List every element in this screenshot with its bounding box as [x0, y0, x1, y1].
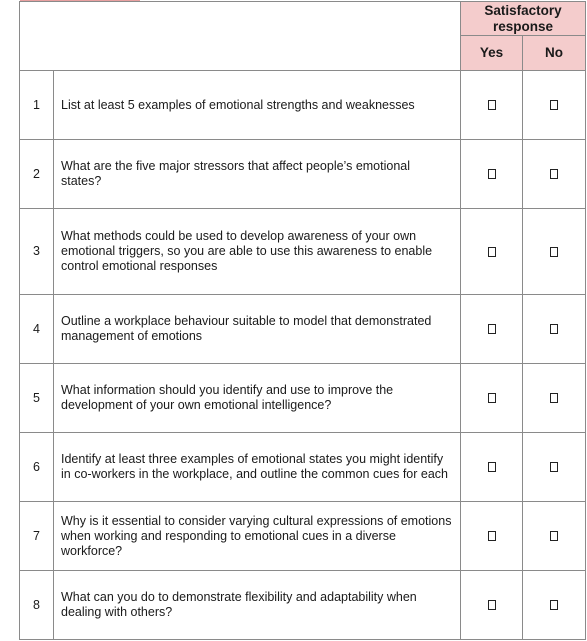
table-row: [20, 71, 586, 140]
question-text: Why is it essential to consider varying cultural expressions of emotions when working and responding to emotional cues in a diverse workforce?: [54, 502, 461, 571]
question-text: Outline a workplace behaviour suitable to model that demonstrated management of emotions: [54, 295, 461, 364]
no-cell: [523, 364, 586, 433]
no-checkbox[interactable]: [550, 324, 558, 334]
question-text: What are the five major stressors that affect people’s emotional states?: [54, 140, 461, 209]
table-row: [20, 364, 586, 433]
no-checkbox[interactable]: [550, 169, 558, 179]
no-checkbox[interactable]: [550, 393, 558, 403]
yes-cell: [461, 502, 523, 571]
no-cell: [523, 571, 586, 640]
row-number: 3: [20, 209, 54, 295]
satisfactory-response-header: Satisfactory response: [461, 2, 586, 36]
row-number: 7: [20, 502, 54, 571]
yes-cell: [461, 209, 523, 295]
row-number: 1: [20, 71, 54, 140]
no-cell: [523, 433, 586, 502]
header-blank-cell: [20, 2, 461, 71]
yes-checkbox[interactable]: [488, 324, 496, 334]
yes-cell: [461, 364, 523, 433]
table-row: [20, 140, 586, 209]
no-cell: [523, 295, 586, 364]
row-number: 4: [20, 295, 54, 364]
table-row: [20, 433, 586, 502]
table-row: [20, 209, 586, 295]
no-checkbox[interactable]: [550, 531, 558, 541]
yes-checkbox[interactable]: [488, 169, 496, 179]
yes-checkbox[interactable]: [488, 531, 496, 541]
row-number: 2: [20, 140, 54, 209]
yes-checkbox[interactable]: [488, 462, 496, 472]
no-cell: [523, 140, 586, 209]
row-number: 6: [20, 433, 54, 502]
yes-checkbox[interactable]: [488, 100, 496, 110]
yes-cell: [461, 433, 523, 502]
no-checkbox[interactable]: [550, 100, 558, 110]
no-checkbox[interactable]: [550, 600, 558, 610]
row-number: 5: [20, 364, 54, 433]
table-row: [20, 502, 586, 571]
yes-cell: [461, 140, 523, 209]
no-checkbox[interactable]: [550, 247, 558, 257]
no-cell: [523, 209, 586, 295]
yes-cell: [461, 571, 523, 640]
yes-checkbox[interactable]: [488, 393, 496, 403]
question-text: What methods could be used to develop awareness of your own emotional triggers, so you are able to use this awareness to enable control emotional responses: [54, 209, 461, 295]
yes-cell: [461, 71, 523, 140]
yes-header: Yes: [461, 36, 523, 71]
row-number: 8: [20, 571, 54, 640]
yes-checkbox[interactable]: [488, 600, 496, 610]
no-header: No: [523, 36, 586, 71]
table-row: [20, 571, 586, 640]
no-checkbox[interactable]: [550, 462, 558, 472]
yes-checkbox[interactable]: [488, 247, 496, 257]
assessment-table: [19, 1, 586, 640]
question-text: Identify at least three examples of emotional states you might identify in co-workers in the workplace, and outline the common cues for each: [54, 433, 461, 502]
yes-cell: [461, 295, 523, 364]
header-row-title: [20, 2, 586, 36]
table-row: [20, 295, 586, 364]
question-text: List at least 5 examples of emotional strengths and weaknesses: [54, 71, 461, 140]
no-cell: [523, 502, 586, 571]
question-text: What can you do to demonstrate flexibility and adaptability when dealing with others?: [54, 571, 461, 640]
no-cell: [523, 71, 586, 140]
question-text: What information should you identify and use to improve the development of your own emotional intelligence?: [54, 364, 461, 433]
